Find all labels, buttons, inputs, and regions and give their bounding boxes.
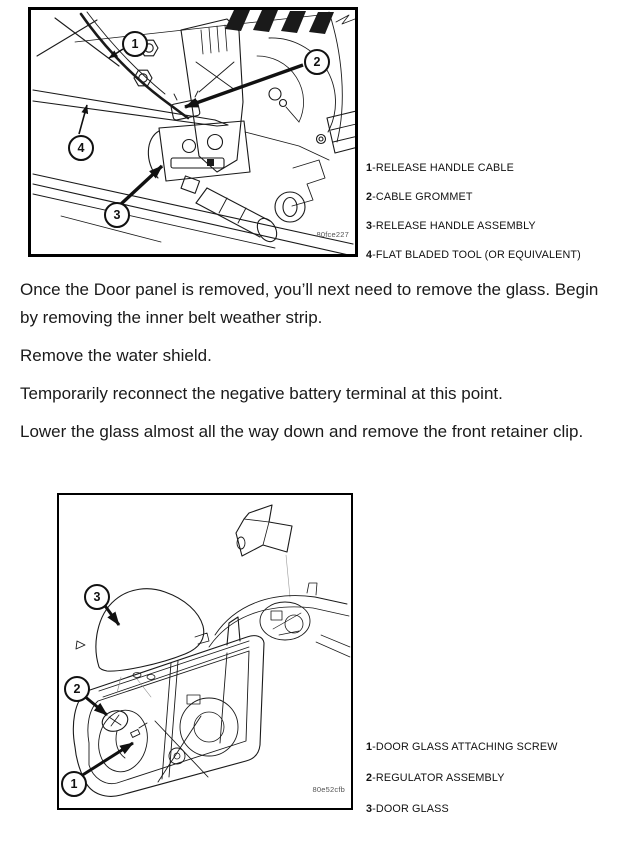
instructions — [20, 276, 620, 456]
callout-2: 2 — [304, 49, 330, 75]
callout-3: 3 — [84, 584, 110, 610]
figure2-legend — [366, 731, 558, 824]
door-glass-line-art — [59, 495, 351, 808]
figure2-code: 80e52cfb — [312, 785, 345, 794]
paragraph-4: Lower the glass almost all the way down and remove the front retainer clip. — [20, 422, 584, 441]
legend-sep: - — [372, 771, 376, 784]
callout-3: 3 — [104, 202, 130, 228]
legend-item — [366, 182, 581, 211]
legend-sep: - — [372, 190, 376, 203]
legend-item — [366, 240, 581, 269]
legend-item — [366, 731, 558, 762]
figure-release-handle — [28, 7, 358, 257]
legend-label: REGULATOR ASSEMBLY — [375, 771, 505, 784]
legend-sep: - — [372, 248, 376, 261]
legend-item — [366, 153, 581, 182]
callout-4: 4 — [68, 135, 94, 161]
legend-num: 1 — [366, 740, 373, 753]
legend-num: 3 — [366, 802, 373, 815]
legend-num: 2 — [366, 190, 373, 203]
paragraph-3: Temporarily reconnect the negative battery terminal at this point. — [20, 384, 503, 403]
legend-label: DOOR GLASS ATTACHING SCREW — [375, 740, 558, 753]
legend-label: RELEASE HANDLE ASSEMBLY — [375, 219, 536, 232]
callout-1: 1 — [122, 31, 148, 57]
paragraph-2: Remove the water shield. — [20, 346, 212, 365]
legend-label: FLAT BLADED TOOL (OR EQUIVALENT) — [375, 248, 581, 261]
legend-num: 3 — [366, 219, 373, 232]
paragraph-1: Once the Door panel is removed, you’ll next need to remove the glass. Begin by removing the inner belt weather strip. — [20, 280, 599, 327]
legend-label: CABLE GROMMET — [375, 190, 473, 203]
legend-num: 2 — [366, 771, 373, 784]
figure1-code: 80fce227 — [316, 230, 349, 239]
legend-num: 4 — [366, 248, 373, 261]
callout-1: 1 — [61, 771, 87, 797]
legend-label: RELEASE HANDLE CABLE — [375, 161, 514, 174]
legend-item — [366, 793, 558, 824]
release-handle-line-art — [31, 10, 355, 254]
figure1-legend — [366, 153, 581, 269]
callout-2: 2 — [64, 676, 90, 702]
legend-sep: - — [372, 740, 376, 753]
legend-sep: - — [372, 219, 376, 232]
legend-sep: - — [372, 161, 376, 174]
legend-label: DOOR GLASS — [375, 802, 449, 815]
legend-sep: - — [372, 802, 376, 815]
legend-item — [366, 211, 581, 240]
legend-num: 1 — [366, 161, 373, 174]
figure-door-glass — [57, 493, 353, 810]
legend-item — [366, 762, 558, 793]
